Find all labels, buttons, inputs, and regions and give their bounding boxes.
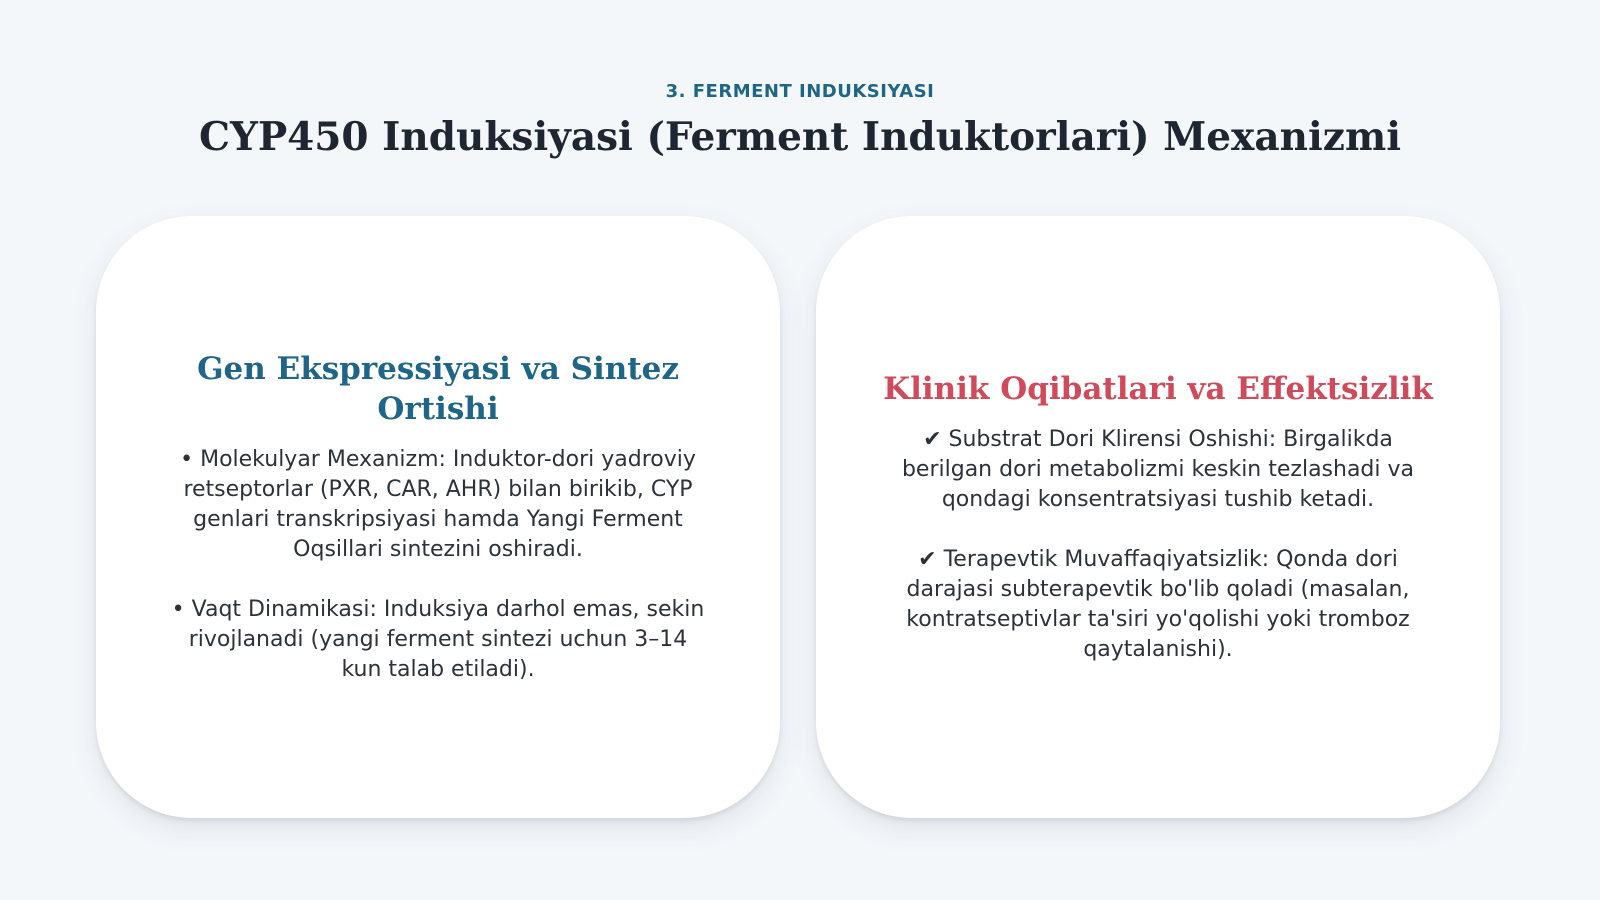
- card-paragraph: • Vaqt Dinamikasi: Induksiya darhol emas, sekin rivojlanadi (yangi ferment sintezi uchun 3–14 kun talab etiladi).: [171, 597, 705, 682]
- section-kicker: 3. FERMENT INDUKSIYASI: [665, 81, 935, 102]
- card-body: [166, 445, 710, 685]
- card-paragraph: ✔ Terapevtik Muvaffaqiyatsizlik: Qonda dori darajasi subterapevtik bo'lib qoladi (masalan, kontratseptivlar ta'siri yo'qolishi yoki tromboz qaytalanishi).: [906, 547, 1410, 662]
- card-paragraph: • Molekulyar Mexanizm: Induktor-dori yadroviy retseptorlar (PXR, CAR, AHR) bilan birikib, CYP genlari transkripsiyasi hamda Yangi Ferment Oqsillari sintezini oshiradi.: [180, 447, 696, 562]
- slide-title: CYP450 Induksiyasi (Ferment Induktorlari) Mexanizmi: [198, 114, 1402, 160]
- card-title: Klinik Oqibatlari va Effektsizlik: [883, 371, 1433, 407]
- card-clinical-consequences: [816, 216, 1500, 818]
- slide-header: [0, 80, 1600, 160]
- card-paragraph: ✔ Substrat Dori Klirensi Oshishi: Birgalikda berilgan dori metabolizmi keskin tezlashadi va qondagi konsentratsiyasi tushib ketadi.: [901, 427, 1415, 512]
- card-body: [886, 425, 1430, 665]
- card-gene-expression: [96, 216, 780, 818]
- card-title: Gen Ekspressiyasi va Sintez Ortishi: [197, 351, 679, 427]
